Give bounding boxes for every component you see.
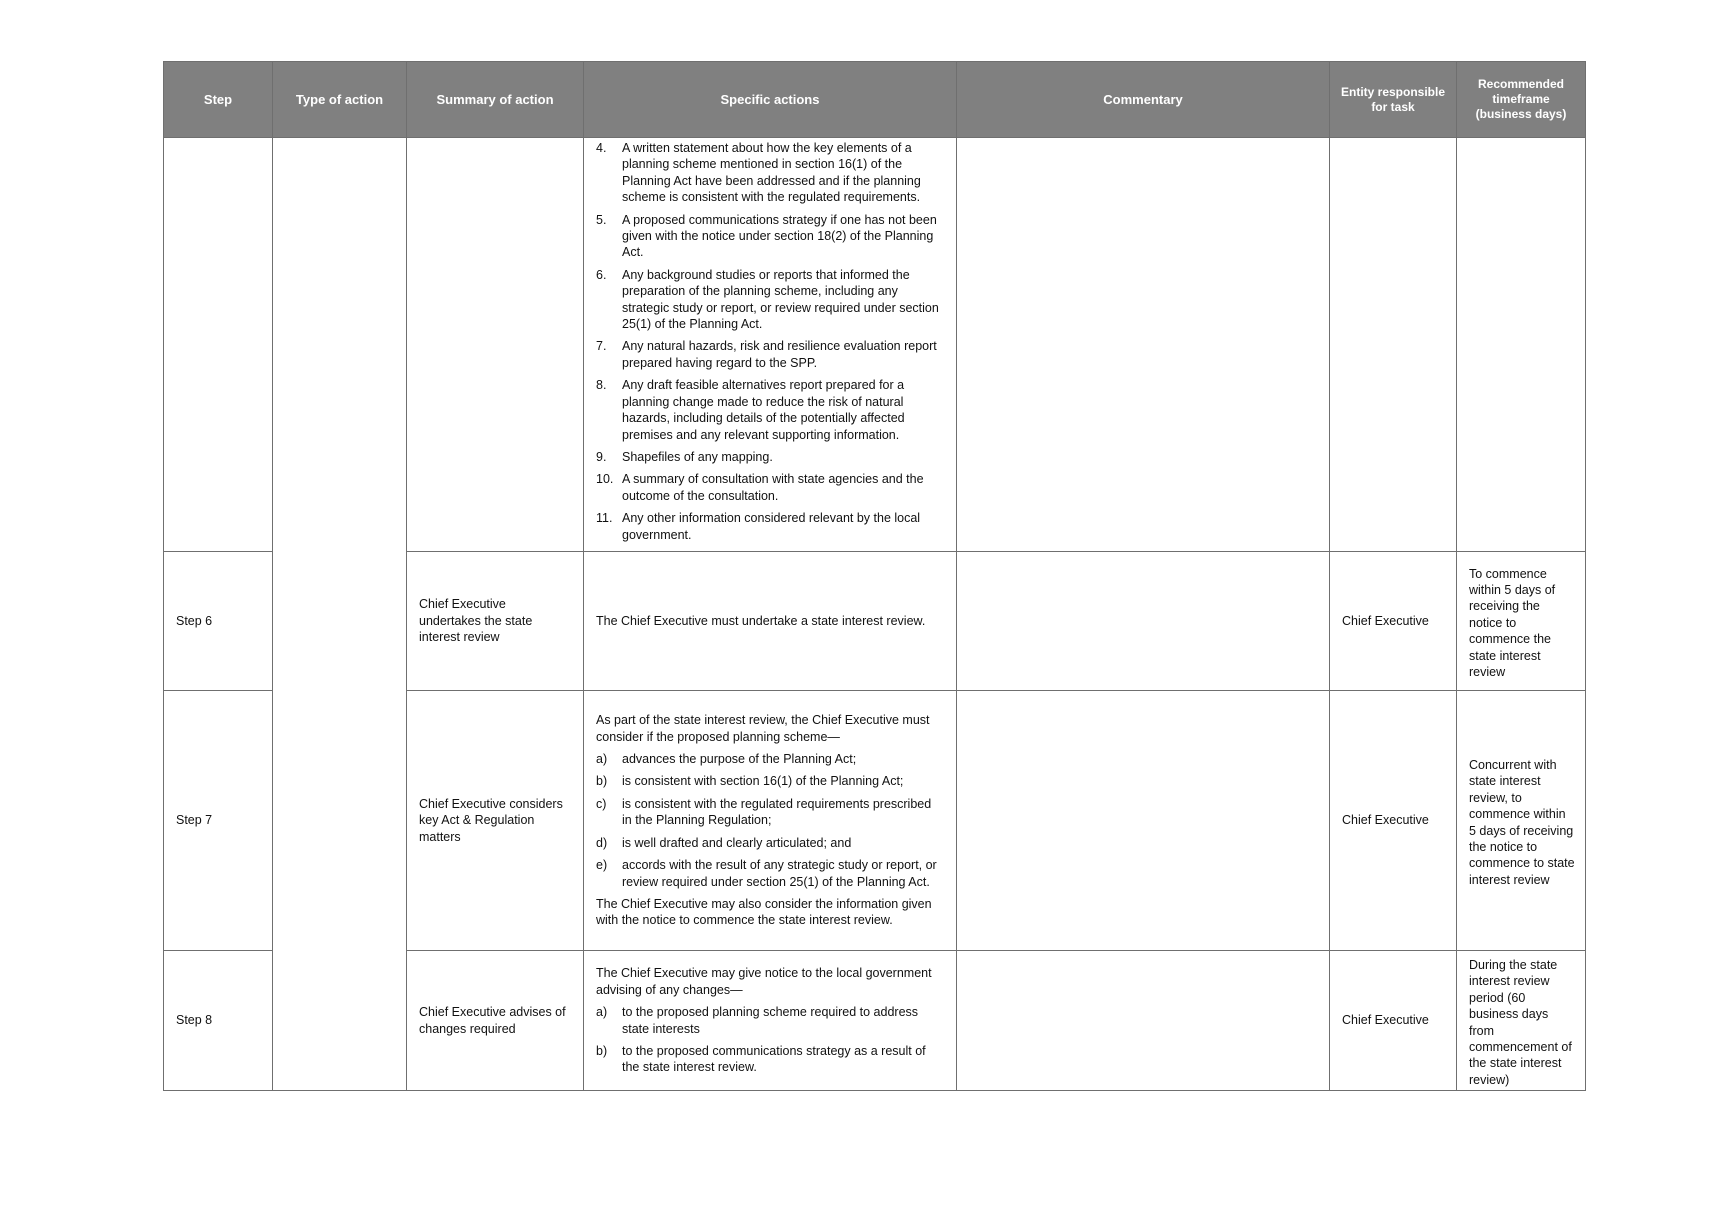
col-header-commentary: Commentary	[957, 62, 1330, 138]
list-item: b) to the proposed communications strategy as a result of the state interest review.	[596, 1044, 926, 1075]
list-item: b) is consistent with section 16(1) of the Planning Act;	[596, 774, 904, 789]
col-header-summary: Summary of action	[407, 62, 584, 138]
col-header-specific: Specific actions	[584, 62, 957, 138]
cell-commentary	[957, 691, 1330, 951]
cell-entity: Chief Executive	[1330, 552, 1457, 691]
cell-entity: Chief Executive	[1330, 691, 1457, 951]
list-item: 11. Any other information considered relevant by the local government.	[596, 511, 921, 542]
list-item: 6. Any background studies or reports that informed the preparation of the planning scheme, including any strategic study or report, or review required under section 25(1) of the Planning Act.	[596, 267, 939, 332]
cell-specific: The Chief Executive must undertake a state interest review.	[584, 552, 957, 691]
cell-specific: As part of the state interest review, the Chief Executive must consider if the proposed planning scheme— a) advances the purpose of the Planning Act; b) is consistent with section 16(1) of the Planning Act; c) is consistent with the regulated requirements prescribed in the Planning Regulation; d) is well drafted and clearly articulated; and e) accords with the result of any strategic study or report, or review required under section 25(1) of the Planning Act. The Chief Executive may also consider the information given with the notice to commence the state interest review.	[584, 691, 957, 951]
cell-summary-continued	[407, 138, 584, 552]
list-item: c) is consistent with the regulated requirements prescribed in the Planning Regulation;	[596, 796, 932, 828]
col-header-entity: Entity responsible for task	[1330, 62, 1457, 138]
list-item: 8. Any draft feasible alternatives report prepared for a planning change made to reduce the risk of natural hazards, including details of the potentially affected premises and any relevant supporting information.	[596, 378, 905, 442]
list-item: 10. A summary of consultation with state agencies and the outcome of the consultation.	[596, 472, 924, 503]
cell-timeframe-continued	[1457, 138, 1586, 552]
cell-timeframe: During the state interest review period (60 business days from commencement of the state interest review)	[1457, 951, 1586, 1091]
cell-step-continued	[164, 138, 273, 552]
list-item: e) accords with the result of any strategic study or report, or review required under section 25(1) of the Planning Act.	[596, 858, 937, 889]
cell-type-of-action	[273, 138, 407, 1091]
cell-specific-continued	[584, 138, 957, 552]
list-item: d) is well drafted and clearly articulated; and	[596, 835, 852, 850]
cell-summary: Chief Executive advises of changes required	[407, 951, 584, 1091]
header-row	[164, 62, 1586, 138]
cell-specific: The Chief Executive may give notice to the local government advising of any changes— a) to the proposed planning scheme required to address state interests b) to the proposed communications strategy as a result of the state interest review.	[584, 951, 957, 1091]
list-item: 5. A proposed communications strategy if one has not been given with the notice under section 18(2) of the Planning Act.	[596, 212, 937, 260]
list-item: a) to the proposed planning scheme required to address state interests	[596, 1005, 919, 1036]
cell-step: Step 8	[164, 951, 273, 1091]
cell-summary: Chief Executive undertakes the state interest review	[407, 552, 584, 691]
cell-entity-continued	[1330, 138, 1457, 552]
cell-commentary	[957, 951, 1330, 1091]
list-item: 7. Any natural hazards, risk and resilience evaluation report prepared having regard to the SPP.	[596, 339, 937, 370]
cell-commentary	[957, 552, 1330, 691]
list-item: 4. A written statement about how the key elements of a planning scheme mentioned in section 16(1) of the Planning Act have been addressed and if the planning scheme is consistent with the regulated requirements.	[596, 141, 921, 205]
cell-timeframe: Concurrent with state interest review, to commence within 5 days of receiving the notice to commence to state interest review	[1457, 691, 1586, 951]
cell-timeframe: To commence within 5 days of receiving the notice to commence the state interest review	[1457, 552, 1586, 691]
col-header-timeframe: Recommended timeframe (business days)	[1457, 62, 1586, 138]
col-header-type: Type of action	[273, 62, 407, 138]
table-row-continued	[164, 138, 1586, 552]
process-table	[163, 61, 1586, 1091]
cell-commentary-continued	[957, 138, 1330, 552]
list-item: a) advances the purpose of the Planning Act;	[596, 752, 857, 767]
cell-step: Step 6	[164, 552, 273, 691]
cell-summary: Chief Executive considers key Act & Regulation matters	[407, 691, 584, 951]
col-header-step: Step	[164, 62, 273, 138]
cell-entity: Chief Executive	[1330, 951, 1457, 1091]
cell-step: Step 7	[164, 691, 273, 951]
list-item: 9. Shapefiles of any mapping.	[596, 449, 773, 464]
